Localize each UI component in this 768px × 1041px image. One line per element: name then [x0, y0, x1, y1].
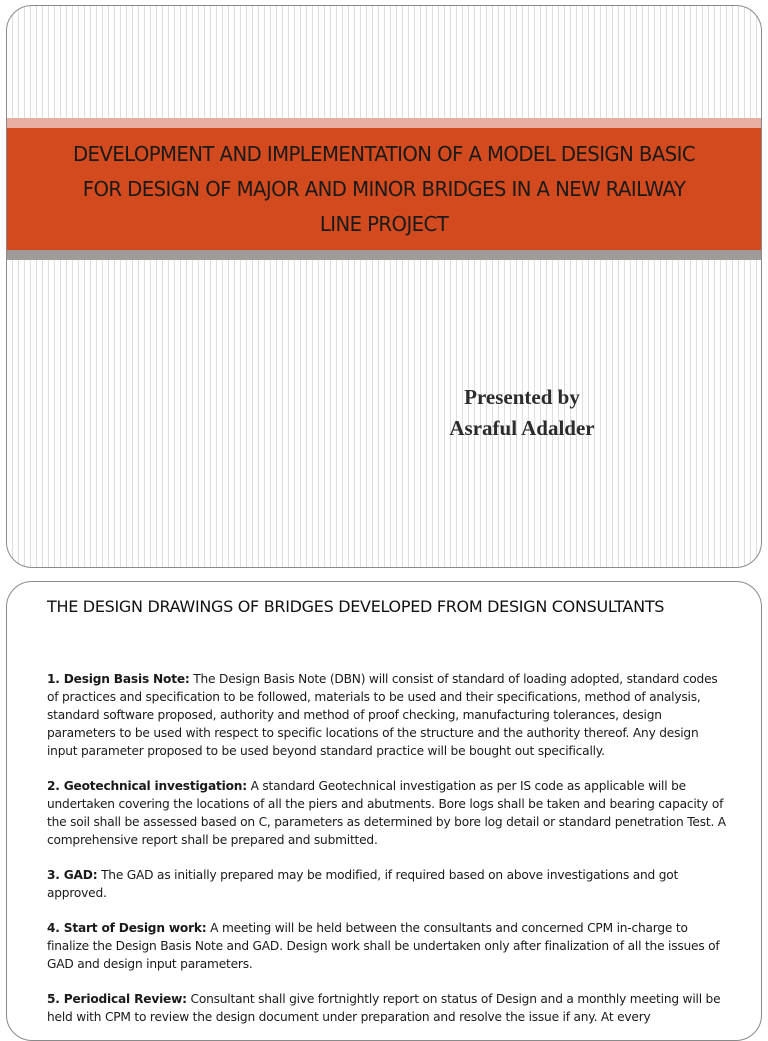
paragraph-text: A standard Geotechnical investigation as per IS code as applicable will be undertaken covering the locations of all the piers and abutments. Bore logs shall be taken and bearing capacity of the soil shall be assessed based on C, parameters as determined by bore log detail or standard penetration Test. A comprehensive report shall be prepared and submitted.: [47, 779, 726, 847]
paragraph-text: The GAD as initially prepared may be modified, if required based on above investigations and got approved.: [47, 868, 679, 900]
section-heading: THE DESIGN DRAWINGS OF BRIDGES DEVELOPED FROM DESIGN CONSULTANTS: [47, 597, 665, 616]
content-slide: [6, 581, 762, 1041]
paragraph-text: A meeting will be held between the consultants and concerned CPM in-charge to finalize the Design Basis Note and GAD. Design work shall be undertaken only after finalization of all the issues of GAD and design input parameters.: [47, 921, 720, 971]
title-band-bottom-stripe: [7, 250, 761, 260]
paragraph-label: 4. Start of Design work:: [47, 921, 207, 935]
paragraph-text: Consultant shall give fortnightly report on status of Design and a monthly meeting will be held with CPM to review the design document under preparation and resolve the issue if any. At every: [47, 992, 721, 1024]
paragraph-periodical-review: [47, 990, 732, 1026]
presenter-block: [387, 382, 657, 444]
title-band-top-stripe: [7, 118, 761, 128]
presenter-name: Asraful Adalder: [449, 416, 595, 440]
title-slide: [6, 5, 762, 568]
paragraph-text: The Design Basis Note (DBN) will consist of standard of loading adopted, standard codes of practices and specification to be followed, materials to be used and their specifications, method of analysis, standard software proposed, authority and method of proof checking, manufacturing tolerances, design parameters to be used with respect to specific locations of the structure and the authority thereof. Any design input parameter proposed to be used beyond standard practice will be bought out specifically.: [47, 672, 718, 758]
paragraph-geotechnical-investigation: [47, 777, 732, 849]
paragraph-label: 3. GAD:: [47, 868, 98, 882]
paragraph-start-of-design-work: [47, 919, 732, 973]
paragraph-label: 2. Geotechnical investigation:: [47, 779, 247, 793]
paragraph-label: 5. Periodical Review:: [47, 992, 187, 1006]
paragraph-gad: [47, 866, 732, 902]
paragraph-label: 1. Design Basis Note:: [47, 672, 190, 686]
slide-title: DEVELOPMENT AND IMPLEMENTATION OF A MODEL DESIGN BASIC FOR DESIGN OF MAJOR AND MINOR BRIDGES IN A NEW RAILWAY LINE PROJECT: [72, 141, 696, 236]
presented-by-label: Presented by: [464, 385, 580, 409]
section-body: [47, 670, 732, 1041]
paragraph-design-basis-note: [47, 670, 732, 760]
